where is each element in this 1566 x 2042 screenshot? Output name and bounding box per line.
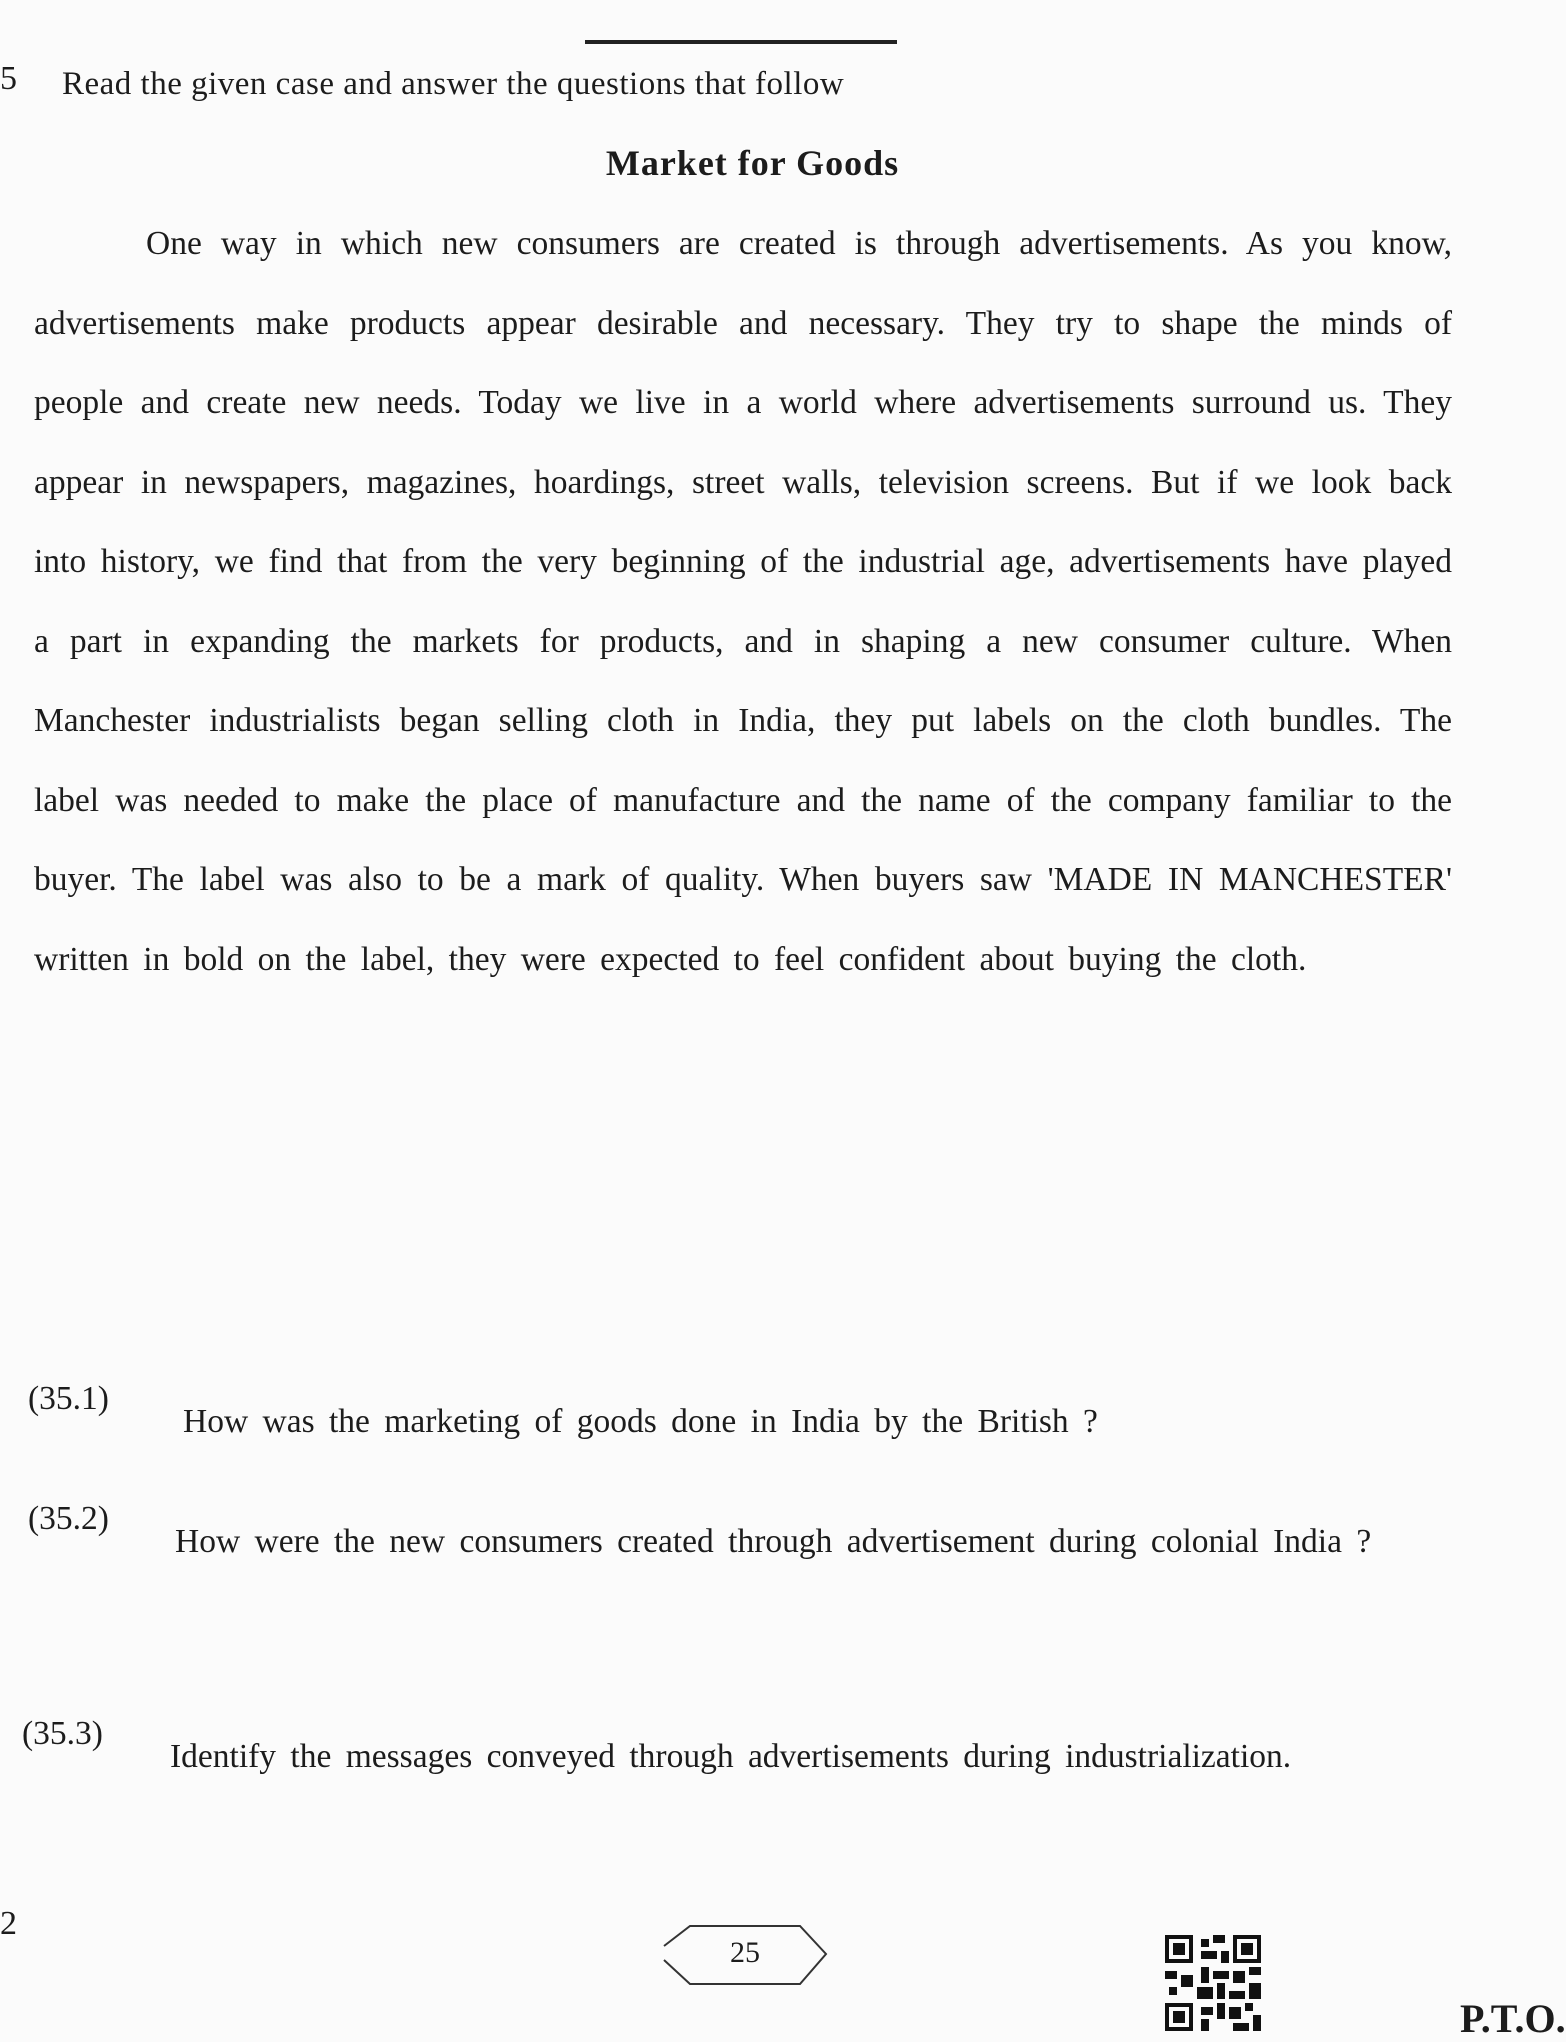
qr-code-icon [1165,1935,1261,2031]
sub-question-text: Identify the messages conveyed through advertisements during industrialization. [170,1738,1292,1775]
page-number: 25 [730,1936,760,1969]
sub-question-text: How were the new consumers created through advertisement during colonial India ? [175,1523,1372,1560]
sub-question-text: How was the marketing of goods done in India by the British ? [183,1403,1098,1440]
sub-question-number: (35.2) [28,1500,109,1537]
instruction-text: Read the given case and answer the questions that follow [62,66,845,102]
page-number-badge [660,1920,830,1990]
sub-question-number: (35.1) [28,1380,109,1417]
case-passage: One way in which new consumers are created is through advertisements. As you know, advertisements make products appear desirable and necessary. They try to shape the minds of people and create new needs. Today we live in a world where advertisements surround us. They appear in newspapers, magazines, hoardings, street walls, television screens. But if we look back into history, we find that from the very beginning of the industrial age, advertisements have played a part in expanding the markets for products, and in shaping a new consumer culture. When Manchester industrialists began selling cloth in India, they put labels on the cloth bundles. The label was needed to make the place of manufacture and the name of the company familiar to the buyer. The label was also to be a mark of quality. When buyers saw 'MADE IN MANCHESTER' written in bold on the label, they were expected to feel confident about buying the cloth. [34,225,1452,978]
case-title: Market for Goods [605,143,900,183]
top-divider [585,40,897,44]
question-number: 5 [0,60,17,97]
footer-left-mark: 2 [0,1905,17,1942]
sub-question-number: (35.3) [22,1715,103,1752]
page-turn-marker: P.T.O. [1460,1996,1566,2041]
